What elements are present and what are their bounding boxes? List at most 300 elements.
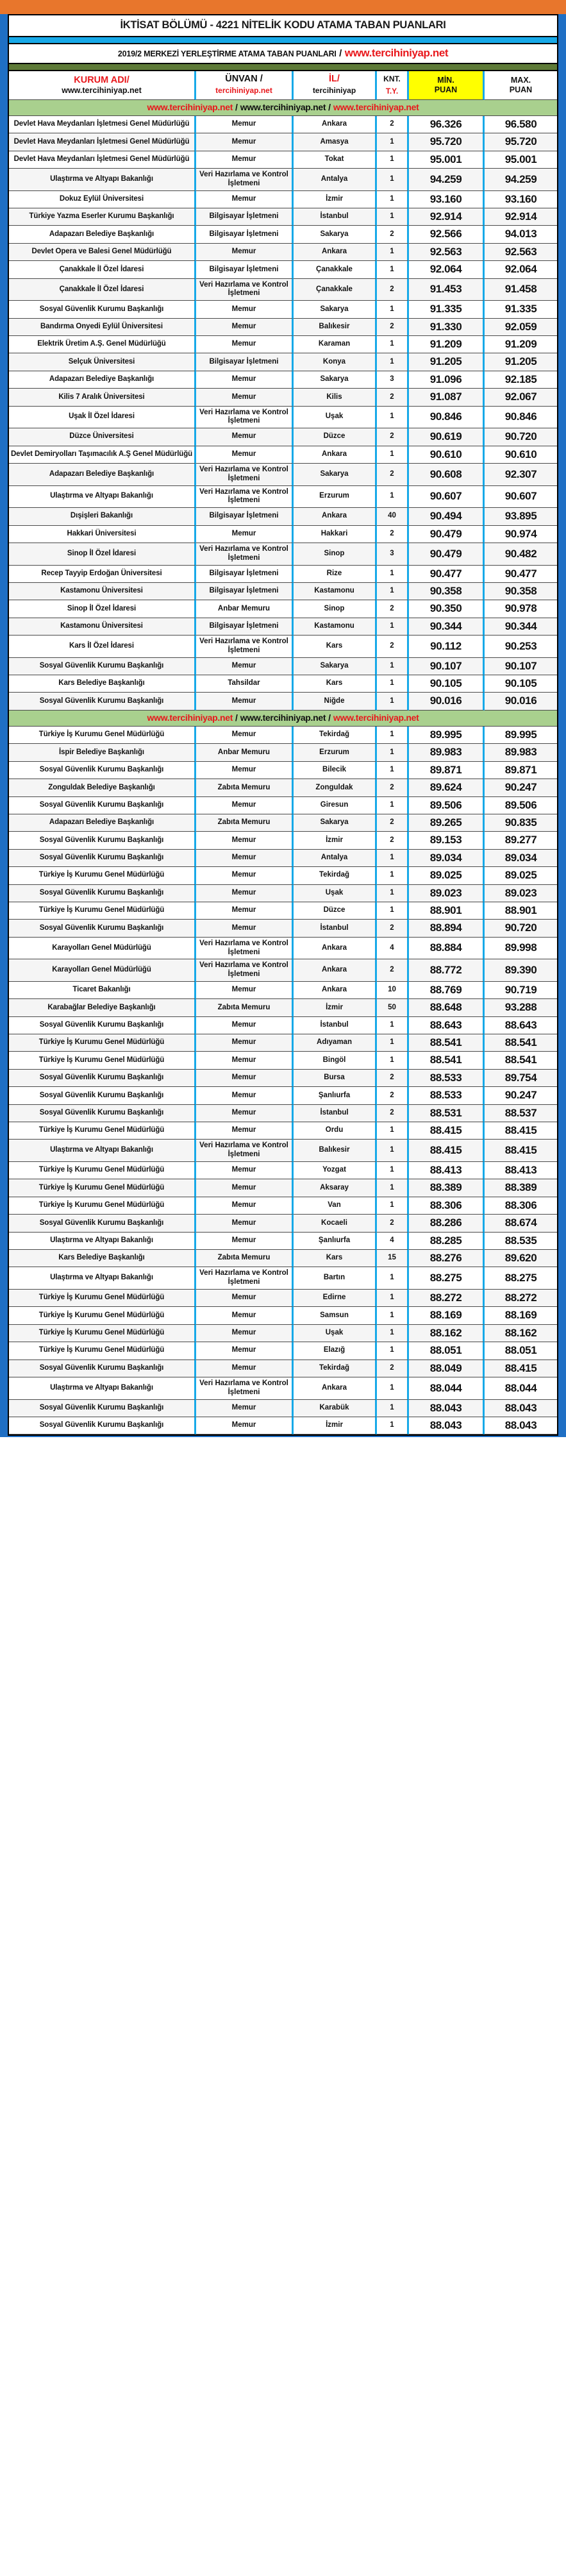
table-row[interactable]	[9, 508, 557, 525]
cell-unvan: Memur	[196, 1179, 294, 1197]
cell-min-puan: 88.413	[409, 1162, 485, 1179]
cell-unvan: Memur	[196, 797, 294, 814]
cell-min-puan: 90.477	[409, 566, 485, 583]
col-header-il-site: tercihiniyap	[312, 85, 356, 95]
separator-slash-1: /	[233, 101, 240, 112]
cell-kurum-adi: Kilis 7 Aralık Üniversitesi	[9, 389, 196, 406]
cell-min-puan: 88.389	[409, 1179, 485, 1197]
cell-min-puan: 92.064	[409, 261, 485, 278]
cell-min-puan: 89.506	[409, 797, 485, 814]
cell-kurum-adi: Zonguldak Belediye Başkanlığı	[9, 779, 196, 796]
cell-il: Uşak	[294, 407, 377, 429]
table-row[interactable]	[9, 762, 557, 779]
table-row[interactable]	[9, 583, 557, 600]
cell-max-puan: 89.871	[485, 762, 557, 779]
cell-kurum-adi: Adapazarı Belediye Başkanlığı	[9, 464, 196, 486]
cell-unvan: Memur	[196, 727, 294, 744]
cell-min-puan: 88.415	[409, 1140, 485, 1162]
cell-max-puan: 93.160	[485, 191, 557, 208]
table-row[interactable]	[9, 371, 557, 389]
cell-min-puan: 88.051	[409, 1342, 485, 1360]
table-row[interactable]	[9, 1360, 557, 1377]
cell-unvan: Memur	[196, 371, 294, 389]
cell-il: Antalya	[294, 169, 377, 191]
table-row[interactable]	[9, 814, 557, 832]
cell-unvan: Memur	[196, 428, 294, 446]
cyan-divider	[8, 37, 558, 43]
cell-il: Kars	[294, 1250, 377, 1267]
table-row[interactable]	[9, 999, 557, 1016]
table-row[interactable]	[9, 116, 557, 133]
cell-min-puan: 88.415	[409, 1122, 485, 1140]
cell-il: Sakarya	[294, 301, 377, 318]
cell-kurum-adi: Uşak İl Özel İdaresi	[9, 407, 196, 429]
cell-min-puan: 94.259	[409, 169, 485, 191]
cell-unvan: Memur	[196, 1417, 294, 1435]
table-row[interactable]	[9, 1052, 557, 1069]
table-body	[9, 100, 557, 1435]
cell-il: Karabük	[294, 1400, 377, 1417]
cell-kurum-adi: Recep Tayyip Erdoğan Üniversitesi	[9, 566, 196, 583]
cell-kurum-adi: Elektrik Üretim A.Ş. Genel Müdürlüğü	[9, 336, 196, 353]
cell-kontenjan: 1	[377, 618, 409, 636]
cell-max-puan: 88.413	[485, 1162, 557, 1179]
table-row[interactable]	[9, 1290, 557, 1307]
cell-unvan: Memur	[196, 389, 294, 406]
table-row[interactable]	[9, 658, 557, 675]
cell-kurum-adi: Sosyal Güvenlik Kurumu Başkanlığı	[9, 1417, 196, 1435]
table-row[interactable]	[9, 1197, 557, 1215]
col-header-min-label: MİN.	[437, 76, 454, 85]
cell-kurum-adi: Sosyal Güvenlik Kurumu Başkanlığı	[9, 1400, 196, 1417]
cell-unvan: Bilgisayar İşletmeni	[196, 618, 294, 636]
cell-il: Giresun	[294, 797, 377, 814]
cell-kurum-adi: Karayolları Genel Müdürlüğü	[9, 959, 196, 982]
cell-il: Sinop	[294, 600, 377, 618]
cell-kurum-adi: Kastamonu Üniversitesi	[9, 618, 196, 636]
table-row[interactable]	[9, 920, 557, 937]
col-header-il-label: İL	[329, 73, 337, 84]
table-row[interactable]	[9, 336, 557, 353]
cell-il: Düzce	[294, 428, 377, 446]
cell-min-puan: 88.272	[409, 1290, 485, 1307]
col-header-il-slash: /	[337, 73, 340, 84]
cell-kontenjan: 1	[377, 1307, 409, 1324]
table-row[interactable]	[9, 169, 557, 191]
cell-kurum-adi: Sosyal Güvenlik Kurumu Başkanlığı	[9, 1070, 196, 1087]
cell-min-puan: 90.619	[409, 428, 485, 446]
cell-max-puan: 91.335	[485, 301, 557, 318]
table-row[interactable]	[9, 727, 557, 744]
cell-unvan: Zabıta Memuru	[196, 999, 294, 1016]
cell-il: Bilecik	[294, 762, 377, 779]
cell-max-puan: 89.025	[485, 867, 557, 884]
cell-max-puan: 88.275	[485, 1267, 557, 1290]
cell-il: Kars	[294, 675, 377, 693]
table-row[interactable]	[9, 982, 557, 999]
cell-kurum-adi: Karayolları Genel Müdürlüğü	[9, 938, 196, 960]
table-row[interactable]	[9, 1034, 557, 1052]
cell-il: Karaman	[294, 336, 377, 353]
table-row[interactable]	[9, 244, 557, 261]
table-row[interactable]	[9, 1070, 557, 1087]
cell-kurum-adi: Sosyal Güvenlik Kurumu Başkanlığı	[9, 797, 196, 814]
cell-il: Bingöl	[294, 1052, 377, 1069]
cell-kontenjan: 2	[377, 636, 409, 658]
cell-il: İzmir	[294, 1417, 377, 1435]
cell-unvan: Veri Hazırlama ve Kontrol İşletmeni	[196, 1267, 294, 1290]
table-row[interactable]	[9, 600, 557, 618]
cell-max-puan: 95.720	[485, 133, 557, 151]
table-row[interactable]	[9, 693, 557, 710]
table-row[interactable]	[9, 1017, 557, 1034]
cell-max-puan: 88.306	[485, 1197, 557, 1215]
cell-unvan: Zabıta Memuru	[196, 814, 294, 832]
cell-il: Erzurum	[294, 744, 377, 761]
table-row[interactable]	[9, 1400, 557, 1417]
cell-max-puan: 89.390	[485, 959, 557, 982]
table-row[interactable]	[9, 191, 557, 208]
cell-unvan: Bilgisayar İşletmeni	[196, 583, 294, 600]
cell-kurum-adi: Kars Belediye Başkanlığı	[9, 675, 196, 693]
table-row[interactable]	[9, 779, 557, 796]
separator-link-1[interactable]: www.tercihiniyap.net	[147, 712, 233, 723]
cell-kurum-adi: Ticaret Bakanlığı	[9, 982, 196, 999]
cell-kurum-adi: Sosyal Güvenlik Kurumu Başkanlığı	[9, 658, 196, 675]
cell-kontenjan: 1	[377, 583, 409, 600]
cell-il: Tekirdağ	[294, 727, 377, 744]
separator-slash-2: /	[326, 712, 333, 723]
table-row[interactable]	[9, 133, 557, 151]
table-row[interactable]	[9, 319, 557, 336]
separator-link-1[interactable]: www.tercihiniyap.net	[147, 101, 233, 112]
cell-min-puan: 88.275	[409, 1267, 485, 1290]
cell-max-puan: 90.016	[485, 693, 557, 710]
cell-max-puan: 89.620	[485, 1250, 557, 1267]
cell-unvan: Memur	[196, 319, 294, 336]
cell-min-puan: 88.306	[409, 1197, 485, 1215]
page-title: İKTİSAT BÖLÜMÜ - 4221 NİTELİK KODU ATAMA TABAN PUANLARI	[120, 19, 446, 31]
cell-max-puan: 88.044	[485, 1377, 557, 1400]
table-row[interactable]	[9, 151, 557, 169]
cell-unvan: Tahsildar	[196, 675, 294, 693]
cell-kontenjan: 1	[377, 151, 409, 169]
cell-unvan: Memur	[196, 885, 294, 902]
cell-kurum-adi: Selçuk Üniversitesi	[9, 353, 196, 371]
cell-min-puan: 90.846	[409, 407, 485, 429]
cell-kurum-adi: Hakkari Üniversitesi	[9, 526, 196, 543]
cell-max-puan: 90.477	[485, 566, 557, 583]
cell-max-puan: 92.185	[485, 371, 557, 389]
cell-max-puan: 89.998	[485, 938, 557, 960]
cell-max-puan: 88.643	[485, 1017, 557, 1034]
cell-unvan: Memur	[196, 1105, 294, 1122]
cell-max-puan: 90.247	[485, 779, 557, 796]
cell-il: Konya	[294, 353, 377, 371]
cell-unvan: Memur	[196, 1052, 294, 1069]
cell-min-puan: 88.043	[409, 1400, 485, 1417]
table-row[interactable]	[9, 464, 557, 486]
cell-kurum-adi: Sosyal Güvenlik Kurumu Başkanlığı	[9, 885, 196, 902]
cell-kurum-adi: Çanakkale İl Özel İdaresi	[9, 261, 196, 278]
cell-kurum-adi: Ulaştırma ve Altyapı Bakanlığı	[9, 1267, 196, 1290]
cell-max-puan: 88.043	[485, 1417, 557, 1435]
cell-kontenjan: 2	[377, 428, 409, 446]
table-row[interactable]	[9, 744, 557, 761]
col-header-max-sub: PUAN	[509, 85, 533, 94]
table-row[interactable]	[9, 1122, 557, 1140]
col-header-max	[485, 71, 557, 100]
cell-kurum-adi: Türkiye İş Kurumu Genel Müdürlüğü	[9, 867, 196, 884]
cell-min-puan: 90.350	[409, 600, 485, 618]
cell-max-puan: 92.563	[485, 244, 557, 261]
cell-unvan: Memur	[196, 982, 294, 999]
table-row[interactable]	[9, 850, 557, 867]
cell-unvan: Memur	[196, 1070, 294, 1087]
cell-kurum-adi: İspir Belediye Başkanlığı	[9, 744, 196, 761]
cell-il: Ankara	[294, 959, 377, 982]
table-row[interactable]	[9, 279, 557, 301]
table-row[interactable]	[9, 1105, 557, 1122]
col-header-min	[409, 71, 485, 100]
cell-min-puan: 92.914	[409, 208, 485, 226]
cell-kontenjan: 1	[377, 693, 409, 710]
table-row[interactable]	[9, 566, 557, 583]
cell-il: Ankara	[294, 508, 377, 525]
table-row[interactable]	[9, 938, 557, 960]
subtitle-website-link[interactable]: www.tercihiniyap.net	[344, 47, 449, 59]
table-row[interactable]	[9, 1417, 557, 1435]
table-row[interactable]	[9, 1250, 557, 1267]
cell-max-puan: 90.835	[485, 814, 557, 832]
cell-kontenjan: 1	[377, 885, 409, 902]
cell-min-puan: 89.983	[409, 744, 485, 761]
table-row[interactable]	[9, 301, 557, 318]
cell-kurum-adi: Çanakkale İl Özel İdaresi	[9, 279, 196, 301]
cell-kontenjan: 1	[377, 1267, 409, 1290]
cell-kurum-adi: Karabağlar Belediye Başkanlığı	[9, 999, 196, 1016]
cell-il: Adıyaman	[294, 1034, 377, 1052]
cell-unvan: Memur	[196, 191, 294, 208]
cell-min-puan: 91.453	[409, 279, 485, 301]
cell-unvan: Memur	[196, 762, 294, 779]
table-row[interactable]	[9, 959, 557, 982]
cell-min-puan: 88.286	[409, 1215, 485, 1232]
col-header-min-sub: PUAN	[434, 85, 458, 94]
table-row[interactable]	[9, 1377, 557, 1400]
cell-kurum-adi: Dışişleri Bakanlığı	[9, 508, 196, 525]
cell-kontenjan: 2	[377, 1215, 409, 1232]
cell-max-puan: 93.895	[485, 508, 557, 525]
cell-unvan: Memur	[196, 1290, 294, 1307]
table-row[interactable]	[9, 428, 557, 446]
cell-min-puan: 89.624	[409, 779, 485, 796]
cell-min-puan: 91.205	[409, 353, 485, 371]
table-row[interactable]	[9, 797, 557, 814]
cell-min-puan: 89.023	[409, 885, 485, 902]
cell-kurum-adi: Bandırma Onyedi Eylül Üniversitesi	[9, 319, 196, 336]
cell-kontenjan: 2	[377, 464, 409, 486]
cell-unvan: Memur	[196, 1307, 294, 1324]
cell-max-puan: 92.064	[485, 261, 557, 278]
cell-kurum-adi: Sosyal Güvenlik Kurumu Başkanlığı	[9, 1215, 196, 1232]
cell-kurum-adi: Türkiye İş Kurumu Genel Müdürlüğü	[9, 1325, 196, 1342]
cell-min-puan: 91.096	[409, 371, 485, 389]
cell-il: Elazığ	[294, 1342, 377, 1360]
table-row[interactable]	[9, 526, 557, 543]
col-header-unvan-label: ÜNVAN /	[225, 73, 263, 84]
cell-kontenjan: 1	[377, 658, 409, 675]
col-header-unvan	[196, 71, 294, 100]
cell-min-puan: 88.169	[409, 1307, 485, 1324]
cell-unvan: Veri Hazırlama ve Kontrol İşletmeni	[196, 1140, 294, 1162]
cell-kontenjan: 1	[377, 191, 409, 208]
cell-il: Uşak	[294, 1325, 377, 1342]
table-row[interactable]	[9, 446, 557, 464]
cell-unvan: Zabıta Memuru	[196, 1250, 294, 1267]
table-row[interactable]	[9, 226, 557, 243]
cell-max-puan: 96.580	[485, 116, 557, 133]
cell-min-puan: 88.044	[409, 1377, 485, 1400]
cell-max-puan: 90.719	[485, 982, 557, 999]
bottom-frame-edge	[0, 1436, 566, 1437]
table-row[interactable]	[9, 1342, 557, 1360]
table-row[interactable]	[9, 486, 557, 509]
table-row[interactable]	[9, 885, 557, 902]
cell-min-puan: 88.769	[409, 982, 485, 999]
scores-table	[8, 70, 558, 1436]
cell-min-puan: 96.326	[409, 116, 485, 133]
cell-max-puan: 89.995	[485, 727, 557, 744]
cell-kurum-adi: Sosyal Güvenlik Kurumu Başkanlığı	[9, 1087, 196, 1104]
cell-max-puan: 89.754	[485, 1070, 557, 1087]
cell-min-puan: 90.344	[409, 618, 485, 636]
separator-slash-2: /	[326, 101, 333, 112]
table-row[interactable]	[9, 832, 557, 849]
cell-unvan: Memur	[196, 902, 294, 920]
cell-min-puan: 91.335	[409, 301, 485, 318]
cell-unvan: Memur	[196, 832, 294, 849]
cell-unvan: Bilgisayar İşletmeni	[196, 261, 294, 278]
cell-min-puan: 91.209	[409, 336, 485, 353]
cell-kurum-adi: Kastamonu Üniversitesi	[9, 583, 196, 600]
cell-il: Ankara	[294, 938, 377, 960]
cell-kurum-adi: Düzce Üniversitesi	[9, 428, 196, 446]
cell-max-puan: 88.051	[485, 1342, 557, 1360]
cell-unvan: Bilgisayar İşletmeni	[196, 353, 294, 371]
cell-kontenjan: 1	[377, 446, 409, 464]
cell-il: İzmir	[294, 832, 377, 849]
table-row[interactable]	[9, 618, 557, 636]
cell-min-puan: 88.894	[409, 920, 485, 937]
table-row[interactable]	[9, 261, 557, 278]
col-header-kurum	[9, 71, 196, 100]
cell-unvan: Anbar Memuru	[196, 744, 294, 761]
cell-kontenjan: 1	[377, 675, 409, 693]
table-row[interactable]	[9, 389, 557, 406]
website-separator-row	[9, 100, 557, 116]
cell-kontenjan: 1	[377, 486, 409, 509]
table-row[interactable]	[9, 1140, 557, 1162]
cell-min-puan: 89.871	[409, 762, 485, 779]
cell-min-puan: 95.001	[409, 151, 485, 169]
table-row[interactable]	[9, 1162, 557, 1179]
cell-il: Erzurum	[294, 486, 377, 509]
cell-min-puan: 90.107	[409, 658, 485, 675]
cell-max-puan: 94.259	[485, 169, 557, 191]
cell-max-puan: 89.023	[485, 885, 557, 902]
table-row[interactable]	[9, 353, 557, 371]
cell-kurum-adi: Devlet Hava Meydanları İşletmesi Genel Müdürlüğü	[9, 116, 196, 133]
table-row[interactable]	[9, 1307, 557, 1324]
cell-il: Balıkesir	[294, 1140, 377, 1162]
cell-unvan: Memur	[196, 693, 294, 710]
cell-max-puan: 90.105	[485, 675, 557, 693]
cell-kurum-adi: Devlet Hava Meydanları İşletmesi Genel Müdürlüğü	[9, 133, 196, 151]
table-row[interactable]	[9, 407, 557, 429]
cell-max-puan: 88.541	[485, 1034, 557, 1052]
cell-min-puan: 88.643	[409, 1017, 485, 1034]
cell-min-puan: 89.265	[409, 814, 485, 832]
separator-link-3[interactable]: www.tercihiniyap.net	[333, 712, 419, 723]
cell-unvan: Memur	[196, 1342, 294, 1360]
table-row[interactable]	[9, 208, 557, 226]
cell-max-puan: 88.541	[485, 1052, 557, 1069]
cell-unvan: Memur	[196, 1360, 294, 1377]
cell-max-puan: 90.720	[485, 920, 557, 937]
separator-link-2[interactable]: www.tercihiniyap.net	[240, 101, 326, 112]
cell-kontenjan: 1	[377, 301, 409, 318]
cell-kurum-adi: Türkiye İş Kurumu Genel Müdürlüğü	[9, 1162, 196, 1179]
table-row[interactable]	[9, 543, 557, 566]
cell-max-puan: 93.288	[485, 999, 557, 1016]
cell-min-puan: 88.049	[409, 1360, 485, 1377]
cell-kontenjan: 2	[377, 1087, 409, 1104]
table-row[interactable]	[9, 1233, 557, 1250]
table-row[interactable]	[9, 636, 557, 658]
cell-kurum-adi: Türkiye İş Kurumu Genel Müdürlüğü	[9, 1034, 196, 1052]
cell-kurum-adi: Sosyal Güvenlik Kurumu Başkanlığı	[9, 850, 196, 867]
table-row[interactable]	[9, 1087, 557, 1104]
cell-kurum-adi: Kars İl Özel İdaresi	[9, 636, 196, 658]
cell-il: İstanbul	[294, 920, 377, 937]
table-row[interactable]	[9, 1215, 557, 1232]
table-row[interactable]	[9, 902, 557, 920]
separator-link-3[interactable]: www.tercihiniyap.net	[333, 101, 419, 112]
table-row[interactable]	[9, 1267, 557, 1290]
cell-kurum-adi: Devlet Hava Meydanları İşletmesi Genel Müdürlüğü	[9, 151, 196, 169]
cell-kontenjan: 2	[377, 319, 409, 336]
cell-kurum-adi: Sosyal Güvenlik Kurumu Başkanlığı	[9, 1105, 196, 1122]
cell-unvan: Veri Hazırlama ve Kontrol İşletmeni	[196, 959, 294, 982]
cell-kontenjan: 1	[377, 407, 409, 429]
cell-il: Balıkesir	[294, 319, 377, 336]
separator-link-2[interactable]: www.tercihiniyap.net	[240, 712, 326, 723]
cell-max-puan: 92.307	[485, 464, 557, 486]
cell-unvan: Memur	[196, 1233, 294, 1250]
table-row[interactable]	[9, 867, 557, 884]
table-row[interactable]	[9, 675, 557, 693]
cell-kurum-adi: Türkiye İş Kurumu Genel Müdürlüğü	[9, 1342, 196, 1360]
cell-il: Tekirdağ	[294, 1360, 377, 1377]
cell-kontenjan: 15	[377, 1250, 409, 1267]
cell-min-puan: 88.541	[409, 1052, 485, 1069]
cell-unvan: Zabıta Memuru	[196, 779, 294, 796]
cell-il: Tokat	[294, 151, 377, 169]
table-row[interactable]	[9, 1325, 557, 1342]
cell-kontenjan: 10	[377, 982, 409, 999]
table-row[interactable]	[9, 1179, 557, 1197]
